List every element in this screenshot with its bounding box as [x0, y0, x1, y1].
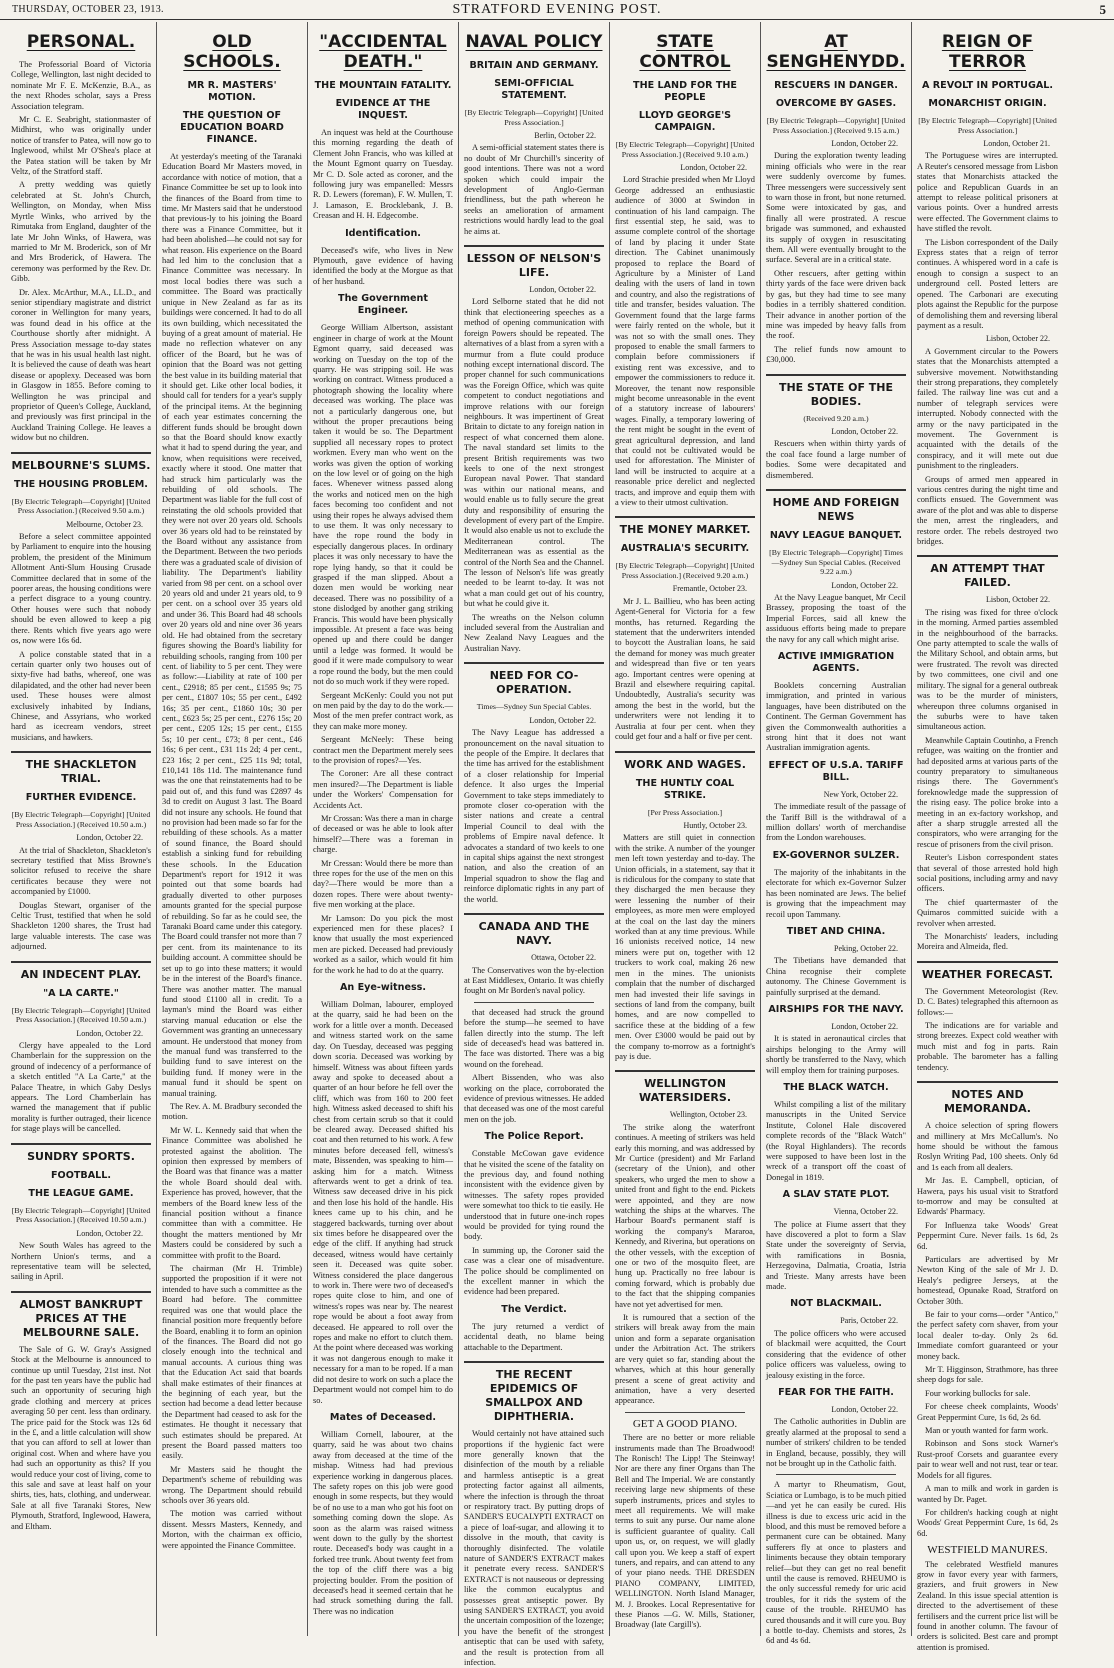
article-paragraph: The celebrated Westfield manures grow in favor every year with farmers, graziers, and fruit growers in New Zealand. In this issue special attention is directed to the advertisement of these fertilisers and the current price list will be found in another column. The favour of orders is solicited. Best care and prompt attention is promised. — [917, 1559, 1058, 1652]
article-paragraph: The rising was fixed for three o'clock in the morning. Armed parties assembled in the neighbourhood of the barracks. One party attempted to scale the walls of the Military School, and obtain arms, but were frustrated. The revolt was directed by two committees, one civil and one military. The signal for a general outbreak was to be the murder of ministers, whereupon three columns organised in the suburbs were to have taken simultaneous action. — [917, 607, 1058, 732]
column-rule — [776, 1474, 896, 1475]
section-heading: NEED FOR CO-OPERATION. — [464, 662, 604, 697]
article-paragraph: William Dolman, labourer, employed at the quarry, said he had been on the work for a little over a month. Deceased and witness started work on the same day. On Tuesday, deceased was pegging down scoria. Deceased was working by himself. Witness was about fifteen yards away and spoke to deceased about a quarter of an hour before he fell over the cliff, which was from 160 to 200 feet high. Witness asked deceased to shift his chest from certain scrub so that it could be cleared away. Deceased shifted his coat and then returned to his work. A few minutes before deceased fell, witness's mate, Bissenden, was speaking to him—asking him for a match. Witness afterwards went to get a drink of tea. Witness saw deceased drive in his pick and then lose his hold of the handle. His knees came up to his chin, and he staggered backwards, turning over about six times before he disappeared over the edge of the cliff. If anything had struck deceased, witness would have certainly seen it. Deceased was quite sober. Witness considered the place dangerous to work in. There were two of deceased's ropes quite close to him, and one of witness's ropes was near by. The nearest rope would be about a foot away from deceased. He appeared to roll over the ropes and make no effort to clutch them. At the point where deceased was working it was not dangerous enough to make it necessary for a man to be roped. If a man did not desire to work on such a place the Department would not compel him to do so. — [313, 1000, 454, 1405]
subheading: A REVOLT IN PORTUGAL. — [922, 80, 1053, 91]
masthead — [0, 0, 1114, 20]
article-paragraph: The Catholic authorities in Dublin are greatly alarmed at the proposal to send a number of strikers' children to be tended in England, because, possibly, they will not be brought up in the Catholic faith. — [766, 1417, 906, 1468]
article-paragraph: The immediate result of the passage of the Tariff Bill is the withdrawal of a million dollars' worth of merchandise from the London warehouses. — [766, 802, 906, 843]
article-paragraph: The police at Fiume assert that they have discovered a plot to form a Slav State under the sovereignty of Servia, with ramifications in Bosnia, Herzegovina, Dalmatia, Croatia, Istria and Trieste. Many arrests have been made. — [766, 1219, 906, 1292]
newspaper-columns — [6, 22, 1108, 1668]
subheading: FEAR FOR THE FAITH. — [778, 1386, 894, 1398]
article-paragraph: Mr Cressan: Would there be more than three ropes for the use of the men on this day?—There would be more than a dozen ropes. There were about twenty-five men working at the place. — [313, 858, 453, 910]
article-paragraph: At yesterday's meeting of the Taranaki Education Board Mr Masters moved, in accordance with notice of motion, that a Finance Committee be set up to look into the finances of the Board from time to time. Mr Masters said that he understood that previous-ly to his joining the Board there was a Finance Committee, but it had been abolished—he could not say for what reason. His experience on the Board had led him to the conclusion that a Finance Committee was necessary. In most local bodies there was such a committee. The Board was practically unique in New Zealand as far as its buildings were concerned. It had to do all its own building, which necessitated the buying of a great amount of material. He made no reflection whatever on any officer of the Board, but he was of opinion that the Board was not getting the best value in its building material that it should get. Like other local bodies, it should call for tenders for a year's supply of the principal items. At the beginning of each year estimates concerning the different funds should be brought down so that the Board should know exactly what it had to spend during the year, and know, when requisitions were received, exactly where it stood. One matter that had struck him particularly was the rebuilding of old schools. The Department was liable for the full cost of reinstating the old schools provided that they were not over 20 years old. Schools over 36 years old had to be reinstated by the Board without any assistance from the Department. Between the two periods there was a graduated scale of division of liability. The Department's liability varied from 98 per cent. on a school over 20 years old and under 21 years old, to 9 per cent. on a school over 35 years old and under 36. This Board had 48 schools over 20 years old and nine over 36 years old. He had obtained from the secretary figures showing the Board's liability for rebuilding schools, ranging from 100 per cent. of liability to 5 per cent. They were as follow:—Liability at rate of 100 per cent., £2918; 85 per cent., £1595 9s; 75 per cent., £1807 10s; 55 per cent., £492 16s; 35 per cent., £1860 10s; 30 per cent., £623 5s; 25 per cent., £276 15s; 20 per cent., £205 12s; 15 per cent., £155 5s; 10 per cent., £73; 8 per cent., £46 16s; 6 per cent., £31 11s 2d; 4 per cent., £23 16s; 2 per cent., £25 11s 9d; total, £10,141 18s 11d. The maintenance fund was the one that reinstatements had to be paid out of, and this fund was £2897 4s 3d to credit on August 3 last. The Board did not insure any schools. He found that no provision had been made so far for the rebuilding of these schools. As a matter of sound finance, the Board should establish a sinking fund for rebuilding these schools. In the Education Department's report for 1912 it was pointed out that some boards had gradually diverted to other purposes amounts granted for the special purpose of rebuilding. So far as he could see, the Taranaki Board came under this category. The Board could transfer not more than 7 per cent. from its maintenance to its building account. A committee should be set up to go into these matters; it would be in the interest of the Board's finance. There was another matter. The manual fund stood £1100 all in credit. To a layman's mind the Board was either starving manual education or else the Government was granting an unnecessary amount. He understood that money from the manual fund was transferred to the building fund to save interest on the building fund. If money were in the manual fund it should be spent on manual training. — [162, 152, 303, 1098]
column-headline: STATE CONTROL — [639, 32, 731, 72]
dateline: Lisbon, October 22. — [986, 334, 1050, 344]
article-paragraph: The jury returned a verdict of accidental death, no blame being attachable to the Department. — [464, 1321, 604, 1352]
section-heading: THE MONEY MARKET. — [615, 516, 755, 537]
wire-credit: [By Electric Telegraph—Copyright] [United Press Association.] (Received 10.50 a.m.) — [11, 1205, 151, 1225]
subheading: THE HUNTLY COAL STRIKE. — [635, 777, 735, 801]
article-paragraph: A Government circular to the Powers states that the Monarchists attempted a subversive movement. Notwithstanding their strong preparations, they completely failed. The railway line was cut and a number of telegraph services were interrupted. Nobody connected with the army or the navy participated in the movement. The Government is acquainted with the details of the conspiracy, and it will mete out due punishment to the ringleaders. — [917, 346, 1058, 471]
news-column — [912, 22, 1063, 1652]
article-paragraph: that deceased had struck the ground before the stump—he seemed to have fallen directly into the stump. The left side of deceased's head was battered in. The face was distorted. There was a big wound on the forehead. — [464, 1007, 604, 1069]
wire-credit: (Received 9.20 a.m.) — [803, 413, 869, 423]
section-heading: CANADA AND THE NAVY. — [464, 913, 604, 948]
article-paragraph: The indications are for variable and strong breezes. Expect cold weather with much mist and fog in parts. Rain probable. The barometer has a falling tendency. — [917, 1021, 1058, 1072]
article-paragraph: The Coroner: Are all these contract men insured?—The Department is liable under the Workers' Compensation for Accidents Act. — [313, 769, 453, 810]
article-paragraph: The Rev. A. M. Bradbury seconded the motion. — [162, 1101, 302, 1122]
article-paragraph: Whilst compiling a list of the military manuscripts in the United Service Institute, Colonel Hale discovered complete records of the "Black Watch" (the Royal Highlanders). The records were supposed to have been lost in the wreck of a transport off the coast of Donegal in 1819. — [766, 1099, 906, 1182]
article-paragraph: It is rumoured that a section of the strikers will break away from the main union and form a separate organisation under the Arbitration Act. The strikers are very quiet so far, standing about the wharves, which at this hour generally present a scene of great activity and animation, have a very deserted appearance. — [615, 1313, 755, 1406]
subheading: MONARCHIST ORIGIN. — [928, 98, 1047, 109]
article-paragraph: The Portuguese wires are interrupted. A Reuter's censored message from Lisbon states that Monarchists attacked the police and Republican Guards in an attempt to release political prisoners at various points. Over a hundred arrests were effected. The Government claims to have stifled the revolt. — [917, 151, 1058, 234]
issue-date: THURSDAY, OCTOBER 23, 1913. — [12, 4, 164, 15]
subheading: SEMI-OFFICIAL STATEMENT. — [494, 78, 574, 101]
article-paragraph: Clergy have appealed to the Lord Chamberlain for the suppression on the ground of indecency of a performance of a sketch entitled "A La Carte," at the Palace Theatre, in which Gaby Deslys appears. The Lord Chamberlain has warned the management that if public morality is further outraged, their licence for stage plays will be cancelled. — [11, 1041, 151, 1134]
section-heading: SUNDRY SPORTS. — [11, 1143, 151, 1164]
subheading: FURTHER EVIDENCE. — [25, 792, 137, 804]
article-paragraph: A choice selection of spring flowers and millinery at Mrs McCallum's. No home should be without the famous Roslyn Writing Pad, 100 sheets. Only 6d and 1s each from all dealers. — [917, 1121, 1058, 1172]
article-paragraph: During the exploration twenty leading mining officials who were in the rear were suddenly overcome by fumes. Three messengers were successively sent to warn those in front, but none returned. Some were intoxicated by gas, and finally all were prostrated. A rescue brigade was summoned, and exhausted its supply of oxygen in resuscitating them. All were eventually brought to the surface. Several are in a critical state. — [766, 151, 906, 265]
article-paragraph: Dr. Alex. McArthur, M.A., LL.D., and senior stipendiary magistrate and district coroner in Wellington for many years, was found dead in his office at the Courthouse shortly after midnight. A Press Association message to-day states that he was in his usual health last night. It is believed the cause of death was heart disease or apoplexy. Deceased was born in Glasgow in 1855. Before coming to Wellington he was principal and proprietor of Queen's College, Auckland, and previously was first principal in the Auckland Training College. He leaves a widow but no children. — [11, 287, 151, 443]
subheading: The Government Engineer. — [338, 293, 428, 317]
subheading: THE LEAGUE GAME. — [28, 1187, 134, 1199]
dateline: London, October 22. — [529, 285, 596, 295]
article-paragraph: Particulars are advertised by Mr Newton King of the sale of Mr J. D. Healy's pedigree Jerseys, at the homestead, Opunake Road, Stratford on October 30th. — [917, 1254, 1058, 1306]
article-paragraph: Mr T. Higginson, Strathmore, has three sheep dogs for sale. — [917, 1365, 1058, 1385]
dateline: London, October 22. — [529, 715, 596, 725]
article-paragraph: Would certainly not have attained such proportions if the hygienic fact were more generally known that the disinfection of the mouth by a reliable and harmless antiseptic is a great protecting factor against all ailments, where the infection is through the throat or respiratory tract. By putting drops of SANDER'S EUCALYPTI EXTRACT on a piece of loaf-sugar, and allowing it to dissolve in the mouth, that cavity is thoroughly disinfected. The volatile nature of SANDER'S EXTRACT makes it penetrate every recess. SANDER'S EXTRACT is not nauseous or depressing like the common eucalyptus and possesses great antiseptic power. By using SANDER'S EXTRACT, you avoid the uncertain composition of the lozenge; you have the benefit of the strongest antiseptic that can be used with safety, and the result is protection from all infection. — [464, 1429, 604, 1668]
column-headline: OLD SCHOOLS. — [183, 32, 281, 72]
article-paragraph: The strike along the waterfront continues. A meeting of strikers was held early this morning, and was addressed by Mr Curtice (president) and Mr Farland (secretary of the Union), and other speakers, who urged the men to show a united front and fight to the end. Pickets were appointed, and they are now watching the ships at the wharves. The Harbour Board's permanent staff is working the company's Mararoa, Kennedy, and Riverina, but operations on the other vessels, with the exception of one or two of the mosquito fleet, are hung up. Practically no free labour is coming forward, which is probably due to the fact that the shipping companies have not yet advertised for men. — [615, 1122, 755, 1309]
section-heading: THE SHACKLETON TRIAL. — [11, 751, 151, 786]
newspaper-title: STRATFORD EVENING POST. — [452, 2, 662, 17]
column-rule — [625, 1412, 745, 1413]
article-paragraph: At the trial of Shackleton, Shackleton's secretary testified that Miss Browne's solicitor refused to receive the share certificates because they were not accompanied by £1000. — [11, 845, 151, 897]
wire-credit: [By Electric Telegraph—Copyright] [United Press Association.] — [464, 108, 604, 127]
article-paragraph: A police constable stated that in a certain quarter only two houses out of sixty-five had baths, whereof, one was dilapidated, and the other had never been used. These houses were almost exclusively inhabited by Indians, Chinese, and Assyrians, who worked hard as icecream vendors, street musicians, and hawkers. — [11, 649, 151, 742]
article-paragraph: A pretty wedding was quietly celebrated at St. John's Church, Wellington, on Monday, when Miss Myrtle Winks, who arrived by the Rimutaka from England, daughter of the late Mr John Winks, of Hawera, was married to Mr M. Broderick, son of Mr and Mrs Broderick, of Hawera. The ceremony was performed by the Rev. Dr. Gibb. — [11, 180, 151, 284]
article-paragraph: Matters are still quiet in connection with the strike. A number of the younger men left town yesterday and to-day. The Union officials, in a statement, say that it is ridiculous for the company to state that they discharged the men because they were lessening the number of their employees, as more men were employed at the coal on the last day the miners worked than at any time previous. While 16 unionists received notice, 14 new miners were put on, together with 12 truckers to work coal, making 26 new men in the mines. The unionists complain that the number of discharged men had invested their life savings in sections of land from the company, built homes, and are now compelled to sacrifice these at the bidding of a few men. Over £3000 would be paid out by the company to-morrow as a fortnight's pay is due. — [615, 833, 755, 1061]
article-paragraph: The motion was carried without dissent. Messrs Masters, Kennedy, and Morton, with the chairman ex officio, were appointed the Finance Committee. — [162, 1509, 302, 1550]
article-paragraph: The chief quartermaster of the Quimaros committed suicide with a revolver when arrested. — [917, 897, 1058, 928]
section-heading: HOME AND FOREIGN NEWS — [766, 489, 906, 524]
article-paragraph: The Lisbon correspondent of the Daily Express states that a reign of terror continues. A whispered word in a cafe is enough to consign a suspect to an underground cell. Posted letters are opened. The Carbonari are executing plots against the Republic for the purpose of demolishing them and reversing liberal payment as a result. — [917, 237, 1058, 330]
wire-credit: Times—Sydney Sun Special Cables. — [476, 702, 592, 712]
article-paragraph: The Government Meteorologist (Rev. D. C. Bates) telegraphed this afternoon as follows:— — [917, 986, 1058, 1017]
wire-credit: [By Electric Telegraph—Copyright] [United Press Association.] (Received 9.15 a.m.) — [766, 116, 906, 135]
subheading: THE LAND FOR THE PEOPLE — [633, 80, 737, 103]
article-paragraph: Four working bullocks for sale. — [925, 1388, 1031, 1398]
article-paragraph: Mr J. L. Baillieu, who has been acting Agent-General for Victoria for a few months, has returned. Regarding the statement that the underwriters intended to boycott the Australian loans, he said the demand for money was much greater and widespread than five or ten years ago. Important centres were opening at Brazil and elsewhere requiring capital. Undoubtedly, Australia's security was among the best in the world, but the underwriters were not lending it to Australia at four per cent. when they could get four and a half or five per cent. — [615, 596, 755, 742]
article-paragraph: It is stated in aeronautical circles that airships belonging to the Army will shortly be transferred to the Navy, which will employ them for training purposes. — [766, 1034, 906, 1075]
subheading: Identification. — [345, 227, 421, 239]
article-paragraph: Mr C. E. Seabright, stationmaster of Midhirst, who was originally under notice of transfer to Patea, will now go to Inglewood, whilst Mr O'Shea's place at the Patea station will be taken by Mr Veltz, of the Stratford staff. — [11, 115, 151, 177]
subheading: MR R. MASTERS' MOTION. — [187, 80, 277, 103]
subheading: THE BLACK WATCH. — [783, 1081, 889, 1093]
wire-credit: [By Electric Telegraph—Copyright] [United Press Association.] (Received 10.50 a.m.) — [11, 1005, 151, 1025]
article-paragraph: Mr Crossan: Was there a man in charge of deceased or was he able to look after himself?—There was a foreman in charge. — [313, 813, 453, 855]
article-paragraph: Mr Masters said he thought the Department's scheme of rebuilding was wrong. The Department should rebuild schools over 36 years old. — [162, 1464, 302, 1505]
news-column — [308, 22, 459, 1636]
advertisement-heading: GET A GOOD PIANO. — [632, 1417, 738, 1430]
subheading: An Eye-witness. — [339, 982, 427, 994]
subheading: AIRSHIPS FOR THE NAVY. — [768, 1003, 904, 1015]
article-paragraph: Deceased's wife, who lives in New Plymouth, gave evidence of having identified the body at the Morgue as that of her husband. — [313, 245, 453, 286]
subheading: A SLAV STATE PLOT. — [782, 1189, 890, 1201]
column-headline: PERSONAL. — [26, 32, 136, 52]
section-heading: NOTES AND MEMORANDA. — [917, 1081, 1058, 1116]
article-paragraph: The Conservatives won the by-election at East Middlesex, Ontario. It was chiefly fought on Mr Borden's naval policy. — [464, 965, 604, 996]
article-paragraph: An inquest was held at the Courthouse this morning regarding the death of Clement John Francis, who was killed at the Mount Egmont quarry on Tuesday. Mr C. D. Sole acted as coroner, and the following jury was empanelled: Messrs R. D. Lewers (foreman), F. W. Mullen, T. J. Lamason, E. Brocklebank, J. B. Creasan and H. H. Edgecombe. — [313, 128, 453, 221]
dateline: Melbourne, October 23. — [66, 519, 143, 529]
dateline: Paris, October 22. — [840, 1316, 898, 1326]
dateline: Lisbon, October 22. — [986, 595, 1050, 605]
section-heading: AN INDECENT PLAY. — [11, 961, 151, 982]
subheading: LLOYD GEORGE'S CAMPAIGN. — [638, 110, 732, 133]
subheading: THE HOUSING PROBLEM. — [14, 478, 148, 490]
subheading: The Police Report. — [484, 1131, 584, 1143]
section-heading: MELBOURNE'S SLUMS. — [11, 452, 151, 473]
section-heading: AN ATTEMPT THAT FAILED. — [917, 555, 1058, 590]
subheading: Mates of Deceased. — [329, 1411, 437, 1423]
page-number: 5 — [1099, 2, 1106, 17]
dateline: London, October 22. — [76, 833, 143, 843]
subheading: NOT BLACKMAIL. — [790, 1298, 882, 1310]
subheading: NAVY LEAGUE BANQUET. — [769, 530, 903, 542]
section-heading: WELLINGTON WATERSIDERS. — [615, 1070, 755, 1105]
article-paragraph: The Professorial Board of Victoria College, Wellington, last night decided to nominate Mr F. E. McKenzie, B.A., as the next Rhodes scholar, says a Press Association telegram. — [11, 60, 151, 111]
wire-credit: [By Electric Telegraph—Copyright] [United Press Association.] (Received 9.20 a.m.) — [615, 561, 755, 580]
article-paragraph: Lord Selborne stated that he did not think that electioneering speeches as a method of opening communication with foreign Powers should be repeated. The alternatives of a blast from a syren with a murmur from a flute could produce nothing except international discord. The proper channel for such communications was the Foreign Office, which was quite competent to conduct negotiations and improve relations with our foreign neighbours. It was impertinent of Great Britain to dictate to any foreign nation in respect of what concerned them alone. The naval standard set limits to the present British requirements was two keels to one of the next strongest European naval Power. That standard was within our national means, and would enable us to fully secure the great duty and responsibility of ensuring the development of every part of the Empire. It would also enable us not to exclude the Mediterranean control. The Mediterranean was as essential as the control of the North Sea and the Channel. The lesson of Nelson's life was greatly needed to be learnt to-day. It was not what a man could get out of his country, but what he could give it. — [464, 297, 604, 609]
wire-credit: [By Electric Telegraph—Copyright] [United Press Association.] (Received 10.50 a.m.) — [11, 810, 151, 829]
article-paragraph: Groups of armed men appeared in various centres during the night time and conflicts ensued. The Government was aware of the plot and was able to disperse the men, arrest the ringleaders, and restore order. The rebels destroyed two bridges. — [917, 474, 1058, 547]
article-paragraph: New South Wales has agreed to the Northern Union's terms, and a representative team will be selected, sailing in April. — [11, 1241, 151, 1282]
news-column — [6, 22, 157, 1636]
article-paragraph: The chairman (Mr H. Trimble) supported the proposition if it were not intended to have such a committee as the Board had before. The committee required was one that would place the financial position more frequently before the Board, enabling it to form an opinion of the finances. The Board did not go closely enough into the technical and manual accounts. A curious thing was that the Education Act said that boards shall make estimates of their finances at the beginning of each year, but the section had become a dead letter because the Department had ceased to ask for the estimates. He thought it necessary that such estimates should be prepared. At present the Board passed matters too easily. — [162, 1264, 302, 1461]
news-column — [761, 22, 912, 1646]
article-paragraph: In summing up, the Coroner said the case was a clear one of misadventure. The police should be complimented on the excellent manner in which the evidence had been prepared. — [464, 1245, 604, 1297]
wire-credit: [By Electric Telegraph—Copyright] [United Press Association.] (Received 9.50 a.m.) — [11, 496, 151, 516]
article-paragraph: Booklets concerning Australian immigration, and printed in various languages, have been distributed on the Continent. The German Government has given the Commonwealth authorities a strong hint that it does not want Australian immigration agents. — [766, 681, 906, 753]
subheading: TIBET AND CHINA. — [786, 925, 886, 937]
dateline: Huntly, October 23. — [683, 821, 747, 830]
article-paragraph: At the Navy League banquet, Mr Cecil Brassey, proposing the toast of the Imperial Forces, said all knew the assiduous efforts being made to prepare the navy for any call which might arise. — [766, 592, 906, 644]
dateline: Ottawa, October 22. — [531, 953, 596, 963]
wire-credit: [By Electric Telegraph—Copyright] [United Press Association.] (Received 9.10 a.m.) — [615, 140, 755, 159]
article-paragraph: Constable McCowan gave evidence that he visited the scene of the fatality on the previous day, and found nothing inconsistent with the evidence given by witnesses. The safety ropes provided were somewhat too thick to tie easily. He understood that in future one-inch ropes would be provided for tying round the body. — [464, 1149, 604, 1242]
article-paragraph: The police officers who were accused of blackmail were acquitted, the Court considering that the evidence of other police officers was valueless, owing to jealousy existing in the force. — [766, 1328, 906, 1380]
subheading: THE QUESTION OF EDUCATION BOARD FINANCE. — [180, 110, 284, 145]
article-paragraph: A man to milk and work in garden is wanted by Dr. Paget. — [917, 1484, 1058, 1504]
article-paragraph: The Monarchists' leaders, including Moreira and Almeida, fled. — [917, 932, 1058, 952]
dateline: Berlin, October 22. — [534, 131, 596, 140]
subheading: "A LA CARTE." — [43, 987, 119, 999]
article-paragraph: George William Albertson, assistant engineer in charge of work at the Mount Egmont quarry, said deceased was working on Tuesday on the top of the quarry. He was stripping soil. He was working on contract. Witness produced a photograph showing the locality where deceased was working. The place was not a particularly dangerous one, but without the proper precautions being taken it would be so. The Department supplied all necessary ropes to protect workmen. Every man who went on the works was given the option of working on the low level or of going on the high faces. Whenever witness passed along the works and noticed men on the high faces becoming too confident and not using their ropes he always advised them to use them. It was only necessary to have the rope round the body in especially dangerous places. In ordinary places it was only necessary to have the rope lying handy, so that it could be grasped if the man slipped. About a dozen men would be working near deceased. There was no possibility of a stone dislodged by another gang striking Francis. This would have been physically impossible. At present a face was being opened up and there could be danger until a ledge was formed. It would be good if it were made compulsory to wear a rope round the body, but the men could not do so much work if they were roped. — [313, 323, 453, 687]
section-heading: THE RECENT EPIDEMICS OF SMALLPOX AND DIPHTHERIA. — [464, 1361, 604, 1424]
subheading: EFFECT OF U.S.A. TARIFF BILL. — [768, 759, 904, 783]
dateline: London, October 22. — [831, 1404, 898, 1414]
dateline: London, October 22. — [831, 139, 898, 148]
news-column — [157, 22, 308, 1636]
article-paragraph: Lord Strachie presided when Mr Lloyd George addressed an enthusiastic audience of 3000 at Swindon in continuation of his land campaign. The first essential step, he said, was to assume complete control of the shortage of land by placing it under State direction. The Cabinet unanimously proposed to replace the Board of Agriculture by a Minister of Land dealing with the users of land in town and country, and also the registrations of title and transfer, besides valuation. The Government found that the large farms were fairly rented on the whole, but it was not so with the small ones. They proposed to enable the small farmers to complain before commissioners if existing rent was excessive, and to empower the commissioners to reduce it. Moreover, the tenant now responsible might become unreasonable in the event of a statutory increase of labourers' wages. Finally, a temporary lowering of the rent might be sought in the event of great agricultural depression, and land that could not be cultivated would be used for afforestation. The Minister of land will be instructed to acquire at a reasonable price derelict and neglected tracts, and improve and equip them with a view to their utmost cultivation. — [615, 175, 755, 507]
dateline: London, October 22. — [831, 1021, 898, 1031]
dateline: London, October 22. — [76, 1228, 143, 1238]
dateline: London, October 22. — [680, 163, 747, 172]
article-paragraph: The Sale of G. W. Gray's Assigned Stock at the Melbourne is announced to continue up until Tuesday, 21st inst. Not for the past ten years have the public had such an opportunity of securing high grade clothing and mercery at prices averaging 50 per cent. less than ordinary. The price paid for the Stock was 12s 6d in the £, and a little calculation will show that you can afford to sell at lower than original cost. When and where have you had such an opportunity as this? If you would reduce your cost of living, come to this sale and save at least half on your shirts, ties, hats, clothing, and underwear. Sale at all five Taranaki Stores, New Plymouth, Stratford, Inglewood, Hawera, and Eltham. — [11, 1344, 152, 1531]
dateline: Peking, October 22. — [834, 943, 898, 953]
article-paragraph: William Cornell, labourer, at the quarry, said he was about two chains away from deceased at the time of the mishap. Witness had had previous experience working in dangerous places. The safety ropes on this job were good enough in some respects, but they would be of no use to a man who got his foot on something coming down the slope. As soon as the alarm was raised witness went down to the gully by the shortest route. Deceased's body was caught in a forked tree trunk. About twenty feet from the top of the cliff there was a big projecting boulder. From the position of deceased's head it seemed certain that he had struck something during the fall. There was no indication — [313, 1429, 453, 1616]
dateline: Fremantle, October 23. — [672, 584, 747, 594]
section-heading: ALMOST BANKRUPT PRICES AT THE MELBOURNE SALE. — [11, 1291, 151, 1340]
article-paragraph: The wreaths on the Nelson column included several from the Australian and New Zealand Navy Leagues and the Australian Navy. — [464, 612, 604, 653]
wire-credit: [By Electric Telegraph—Copyright] [United Press Association.] — [918, 116, 1057, 135]
column-rule — [474, 1002, 594, 1003]
article-paragraph: Mr Lamson: Do you pick the most experienced men for these places? I know that usually the most experienced men are picked. Deceased had previously worked as a sailor, which would fit him for the work he had to do at the quarry. — [313, 913, 453, 975]
article-paragraph: Other rescuers, after getting within thirty yards of the face were driven back by gas, but they had time to see many bodies in a terribly shattered condition. Their advance in another portion of the mine was impeded by heavy falls from the roof. — [766, 268, 906, 341]
article-paragraph: The Tibetians have demanded that China recognise their complete autonomy. The Chinese Government is painfully surprised at the demand. — [766, 956, 906, 997]
column-headline: REIGN OF TERROR — [941, 32, 1034, 72]
article-paragraph: A martyr to Rheumatism, Gout, Sciatica or Lumbago, is to be much pitied—and yet he can easily be cured. His illness is due to excess uric acid in the blood, and this must be removed before a permanent cure can be obtained. Many sufferers fly at once to plasters and liniments because they obtain temporary relief—but they can get no real benefit until the cause is removed. RHEUMO is the only successful remedy for uric acid troubles, for it rids the system of the cause of the trouble. RHEUMO has cured thousands and it will cure you. Buy a bottle to-day. Chemists and stores, 2s 6d and 4s 6d. — [766, 1480, 907, 1646]
news-column — [459, 22, 610, 1668]
dateline: Wellington, October 23. — [669, 1110, 747, 1120]
article-paragraph: Douglas Stewart, organiser of the Celtic Trust, testified that when he sold Shackleton 1200 shares, the Trust had large valuable interests. The case was adjourned. — [11, 900, 151, 952]
dateline: New York, October 22. — [823, 789, 898, 799]
subheading: EX-GOVERNOR SULZER. — [772, 849, 900, 861]
subheading: THE MOUNTAIN FATALITY. — [314, 80, 452, 91]
article-paragraph: The Navy League has addressed a pronouncement on the naval situation to the people of the Empire. It declares that the time has arrived for the establishment of a closer relationship for Imperial defence. It also urges the Imperial Government to take steps immediately to promote closer co-operation with the sister nations and create a central Imperial Council to deal with the problems of Empire naval defence. It advocates a standard of two keels to one in capital ships against the next strongest nation, and also the creation of an Imperial squadron to show the flag and reinforce diplomatic rights in any part of the world. — [464, 728, 604, 904]
article-paragraph: For Influenza take Woods' Great Peppermint Cure. Never fails. 1s 6d, 2s 6d. — [917, 1220, 1058, 1251]
article-paragraph: Sergeant McNeely: These being contract men the Department merely sees to the provision of ropes?—Yes. — [313, 735, 453, 765]
news-column — [610, 22, 761, 1636]
section-heading: LESSON OF NELSON'S LIFE. — [464, 245, 604, 280]
article-paragraph: Mr W. L. Kennedy said that when the Finance Committee was abolished he protested against the abolition. The opinion then expressed by members of the Board was that finance was a matter the whole Board should deal with. Experience has proved, however, that the members of the Board knew less of the financial position without a finance committee than with a committee. He thought the matters mentioned by Mr Masters could be considered by such a committee with profit to the Board. — [162, 1125, 302, 1260]
article-paragraph: Robinson and Sons stock Warner's Rust-proof Corsets and guarantee every pair to wear well and not rust, tear or tear. Models for all figures. — [917, 1439, 1058, 1480]
article-paragraph: For children's hacking cough at night Woods' Great Peppermint Cure, 1s 6d, 2s 6d. — [917, 1507, 1058, 1538]
section-heading: WEATHER FORECAST. — [917, 961, 1058, 982]
subheading: ACTIVE IMMIGRATION AGENTS. — [777, 651, 895, 674]
article-paragraph: Meanwhile Captain Coutinho, a French refugee, was waiting on the frontier and had deposited arms at various parts of the country preparatory to simultaneous risings there. The Government's foreknowledge made the suppression of the rising easy. The police broke into a meeting in an ex-factory workshop, and after a sharp struggle arrested all the conspirators, who were arranging for the rescue of prisoners from the civil prison. — [917, 735, 1058, 849]
subheading: EVIDENCE AT THE INQUEST. — [335, 98, 431, 121]
subheading: AUSTRALIA'S SECURITY. — [620, 543, 750, 555]
dateline: London, October 22. — [76, 1028, 143, 1038]
article-paragraph: Before a select committee appointed by Parliament to enquire into the housing problem, the president of the Minimum Allotment Anti-Slum Housing Crusade Committee declared that in some of the poorer areas, the housing conditions were a perfect disgrace to a young country. Other houses were such that nobody should be even allowed to keep a pig there. Rents which five years ago were os, now were 16s 6d. — [11, 532, 151, 646]
subheading: FOOTBALL. — [50, 1169, 112, 1181]
subheading: OVERCOME BY GASES. — [775, 98, 897, 109]
section-heading: WORK AND WAGES. — [615, 751, 755, 772]
subheading: BRITAIN AND GERMANY. — [469, 60, 599, 71]
article-paragraph: A semi-official statement states there is no doubt of Mr Churchill's sincerity of good intentions. There was not a word spoken which could impair the development of Anglo-German friendliness, but the path whereon he seeks an amelioration of armament restrictions would hardly lead to the goal he aims at. — [464, 143, 604, 236]
advertisement-heading: WESTFIELD MANURES. — [927, 1544, 1048, 1557]
article-paragraph: The majority of the inhabitants in the electorate for which ex-Governor Sulzer has been nominated are Jews. The belief is growing that the impeachment may recoil upon Tammany. — [766, 867, 906, 919]
column-headline: NAVAL POLICY — [465, 32, 603, 52]
article-paragraph: Albert Bissenden, who was also working on the place, corroborated the evidence of previous witnesses. He added that deceased was one of the most careful men on the job. — [464, 1073, 605, 1124]
dateline: London, October 21. — [983, 139, 1050, 148]
article-paragraph: Man or youth wanted for farm work. — [925, 1426, 1049, 1436]
article-paragraph: The relief funds now amount to £30,000. — [766, 344, 906, 365]
wire-credit: [By Electric Telegraph—Copyright] Times—Sydney Sun Special Cables. (Received 9.22 a.m.) — [769, 548, 903, 577]
wire-credit: [Per Press Association.] — [647, 807, 723, 817]
column-headline: "ACCIDENTAL DEATH." — [319, 32, 447, 72]
dateline: Vienna, October 22. — [833, 1207, 898, 1217]
dateline: London, October 22. — [831, 580, 898, 590]
article-paragraph: For cheese cheek complaints, Woods' Great Peppermint Cure, 1s 6d, 2s 6d. — [917, 1402, 1058, 1422]
dateline: London, October 22. — [831, 427, 898, 437]
subheading: The Verdict. — [501, 1303, 567, 1315]
section-heading: THE STATE OF THE BODIES. — [766, 374, 906, 409]
column-headline: AT SENGHENYDD. — [766, 32, 906, 72]
subheading: RESCUERS IN DANGER. — [774, 80, 898, 91]
article-paragraph: Rescuers when within thirty yards of the coal face found a large number of bodies. Some were decapitated and dismembered. — [766, 439, 906, 480]
article-paragraph: Be fair to your corns—order "Antico," the perfect safety corn shaver, from your local dealer to-day. Only 2s 6d. Immediate comfort guaranteed or your money back. — [917, 1310, 1058, 1361]
article-paragraph: There are no better or more reliable instruments made than The Broadwood! The Ronisch! The Lipp! The Steinway! Nor are there any finer Organs than The Bell and The Imperial. We are constantly receiving large new shipments of these superb instruments, prices and styles to meet all requirements. We will make terms to suit any purse. Our name alone is sufficient guarantee of quality. Call upon us, or, on request, we will gladly call upon you. We keep a staff of expert tuners, and repairs, and can attend to any of your piano needs. THE DRESDEN PIANO COMPANY, LIMITED, WELLINGTON. North Island Manager, M. J. Brookes. Local Representative for these Pianos —G. W. Mills, Stationer, Broadway (late Cargill's). — [615, 1433, 755, 1630]
article-paragraph: Reuter's Lisbon correspondent states that several of those arrested hold high social positions, including army and navy officers. — [917, 853, 1058, 894]
article-paragraph: Sergeant McKenly: Could you not put on men paid by the day to do the work.—Most of the men prefer contract work, as they can make more money. — [313, 690, 453, 731]
article-paragraph: Mr Jas. E. Campbell, optician, of Hawera, pays his usual visit to Stratford to-morrow and may be consulted at Edwards' Pharmacy. — [917, 1176, 1058, 1217]
